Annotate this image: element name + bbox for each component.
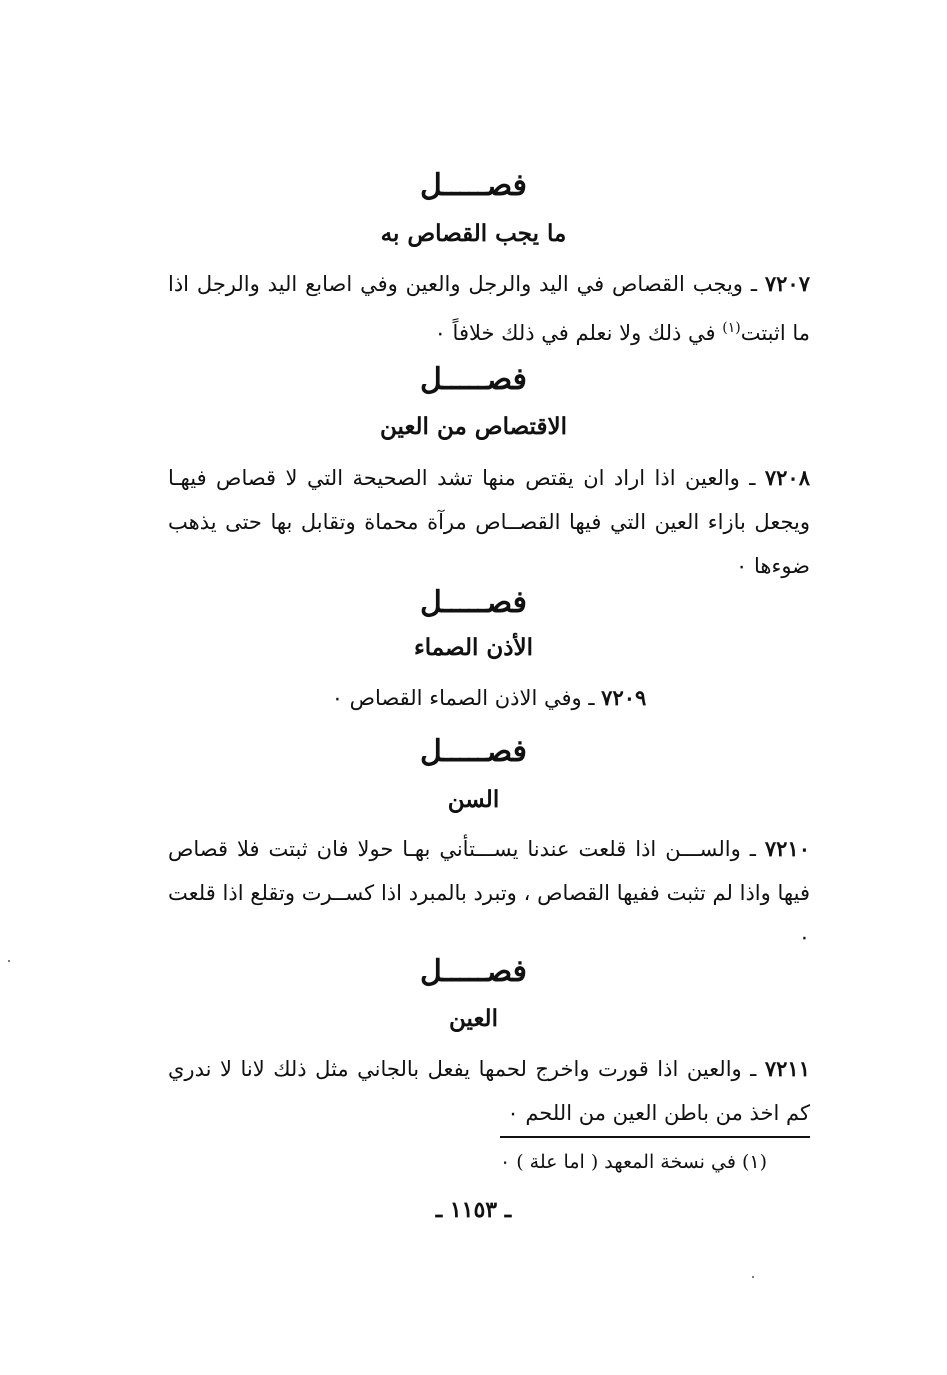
paragraph-text: ـ والعين اذا قورت واخرج لحمها يفعل بالجاني مثل ذلك لانا لا ندري كم اخذ من باطن العين من اللحم ٠ bbox=[168, 1057, 810, 1125]
section-heading: العين bbox=[449, 1005, 498, 1032]
paragraph-text: ـ والســـن اذا قلعت عندنا يســـتأني بهـا حولا فان ثبتت فلا قصاص فيها واذا لم تثبت ففيها القصاص ، وتبرد بالمبرد اذا كســرت وتقلع اذا قلعت ٠ bbox=[168, 837, 810, 949]
paragraph-7210 bbox=[168, 827, 810, 959]
paragraph-7208 bbox=[168, 456, 810, 588]
section-title: فصـــــل bbox=[419, 585, 528, 620]
footnote-marker: (١) bbox=[722, 320, 741, 336]
paragraph-text-continued: في ذلك ولا نعلم في ذلك خلافاً ٠ bbox=[434, 321, 723, 345]
paragraph-number: ٧٢١٠ bbox=[764, 836, 810, 861]
paragraph-number: ٧٢١١ bbox=[764, 1056, 810, 1081]
footnote-divider bbox=[500, 1136, 810, 1138]
paragraph-text: ـ والعين اذا اراد ان يقتص منها تشد الصحيحة التي لا قصاص فيهـا ويجعل بازاء العين التي فيها القصــاص مرآة محماة وتقابل بها حتى يذهب ضوءها ٠ bbox=[168, 466, 810, 578]
section-heading: السن bbox=[447, 786, 500, 813]
section-heading: الأذن الصماء bbox=[413, 634, 534, 661]
paragraph-text: ـ وفي الاذن الصماء القصاص ٠ bbox=[331, 686, 602, 710]
paragraph-number: ٧٢٠٩ bbox=[601, 685, 647, 710]
scan-speck bbox=[8, 960, 10, 962]
paragraph-number: ٧٢٠٨ bbox=[764, 465, 810, 490]
section-title: فصـــــل bbox=[419, 954, 528, 989]
paragraph-text: ـ ويجب القصاص في اليد والرجل والعين وفي اصابع اليد والرجل اذا ما اثبتت bbox=[168, 272, 810, 345]
paragraph-7209 bbox=[168, 676, 810, 720]
page-number: ـ ١١٥٣ ـ bbox=[435, 1197, 512, 1223]
scan-speck bbox=[752, 1276, 754, 1278]
footnote: (١) في نسخة المعهد ( اما علة ) ٠ bbox=[499, 1151, 767, 1173]
section-title: فصـــــل bbox=[419, 734, 528, 769]
paragraph-7207 bbox=[168, 262, 810, 355]
paragraph-7211 bbox=[168, 1047, 810, 1135]
section-title: فصـــــل bbox=[419, 362, 528, 397]
section-title: فصـــــل bbox=[419, 168, 528, 203]
section-heading: ما يجب القصاص به bbox=[380, 220, 567, 247]
paragraph-number: ٧٢٠٧ bbox=[764, 271, 810, 296]
section-heading: الاقتصاص من العين bbox=[380, 413, 567, 440]
